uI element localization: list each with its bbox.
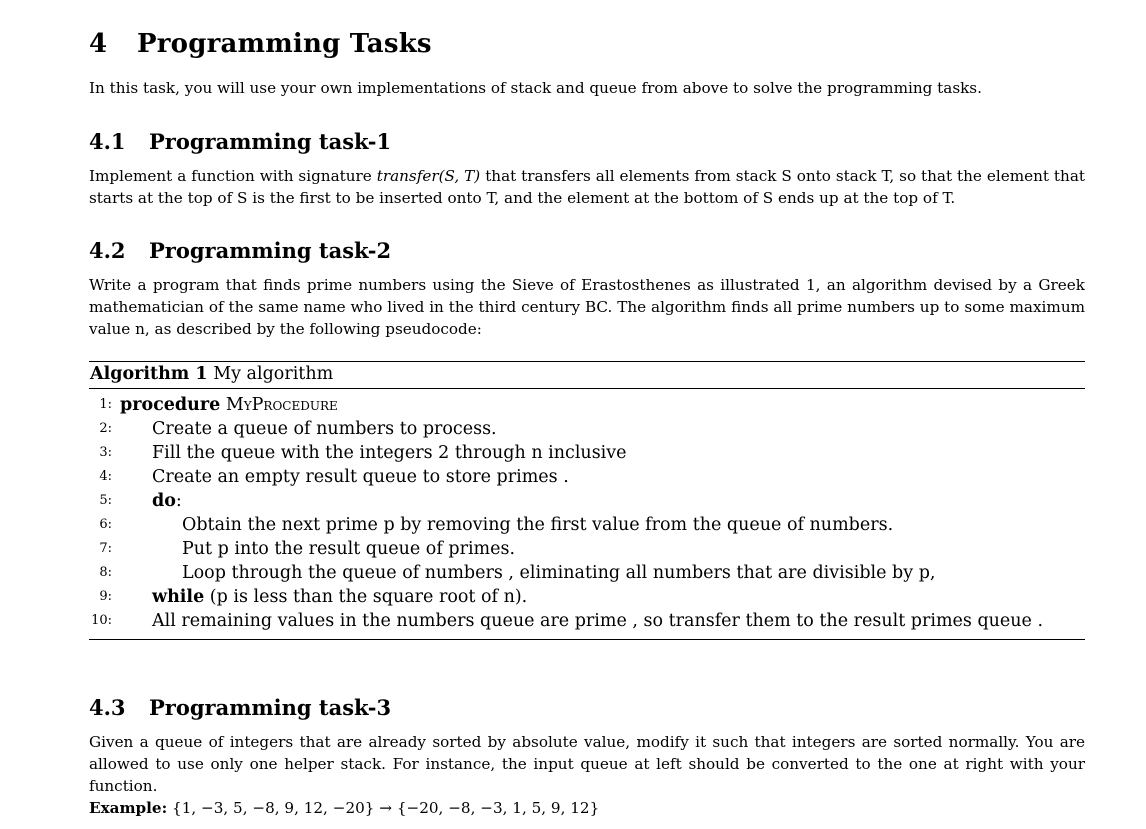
keyword-procedure: procedure [120,395,221,415]
line-code [112,585,527,609]
task3-title: Programming task-3 [149,695,392,720]
task3-number: 4.3 [89,695,126,720]
section-number: 4 [89,29,108,59]
algorithm-caption [89,362,1085,389]
task2-title: Programming task-2 [149,238,392,263]
example-output: {−20, −8, −3, 1, 5, 9, 12} [396,799,600,817]
line-number: 6: [99,517,112,532]
task3-example [89,797,1085,819]
line-number: 3: [99,445,112,460]
algorithm-line [89,537,1085,561]
line-number: 7: [99,541,112,556]
section-title: Programming Tasks [137,29,432,59]
document-content [89,24,1085,819]
task1-paragraph [89,165,1085,209]
algorithm-box [89,361,1085,640]
line-number: 5: [99,493,112,508]
line-code: Fill the queue with the integers 2 through n inclusive [152,443,627,463]
while-condition: (p is less than the square root of n). [204,587,528,607]
line-code: All remaining values in the numbers queue are prime , so transfer them to the result primes queue . [152,611,1044,631]
task1-number: 4.1 [89,129,126,154]
line-code [112,489,182,513]
task1-text-before: Implement a function with signature [89,167,377,185]
section-intro: In this task, you will use your own implementations of stack and queue from above to solve the programming tasks. [89,79,982,97]
task3-heading [89,692,1085,724]
keyword-while: while [152,587,205,607]
line-code: Obtain the next prime p by removing the first value from the queue of numbers. [182,515,894,535]
algorithm-line [89,489,1085,513]
line-number: 1: [99,397,112,412]
line-code: Create a queue of numbers to process. [152,419,497,439]
line-number: 9: [99,589,112,604]
algorithm-line [89,441,1085,465]
line-code: Loop through the queue of numbers , eliminating all numbers that are divisible by p, [182,563,936,583]
algorithm-line [89,465,1085,489]
task2-number: 4.2 [89,238,126,263]
example-arrow: → [379,799,392,817]
algorithm-caption-text: My algorithm [213,364,334,384]
do-colon: : [175,491,182,511]
task1-heading [89,126,1085,158]
algorithm-line [89,417,1085,441]
task1-title: Programming task-1 [149,129,392,154]
task1-signature: transfer(S, T) [376,167,481,185]
line-number: 10: [91,613,112,628]
keyword-do: do [152,491,176,511]
line-number: 2: [99,421,112,436]
line-code: Put p into the result queue of primes. [182,539,516,559]
task1-text-after: that transfers all elements from stack S onto stack T, so that the element that starts at the top of S is the first to be inserted onto T, and the element at the bottom of S ends up at the top of T. [89,167,1085,207]
algorithm-line [89,585,1085,609]
algorithm-line [89,561,1085,585]
task2-heading [89,235,1085,267]
algorithm-line [89,609,1085,633]
task2-paragraph: Write a program that finds prime numbers using the Sieve of Erastosthenes as illustrated 1, an algorithm devised by a Greek mathematician of the same name who lived in the third century BC. The algorithm finds all prime numbers up to some maximum value n, as described by the following pseudocode: [89,276,1085,338]
line-code [112,393,338,417]
algorithm-line [89,513,1085,537]
line-code: Create an empty result queue to store primes . [152,467,569,487]
algorithm-line [89,393,1085,417]
section-heading [89,24,1085,64]
task3-paragraph: Given a queue of integers that are already sorted by absolute value, modify it such that integers are sorted normally. You are allowed to use only one helper stack. For instance, the input queue at left should be converted to the one at right with your function. [89,733,1085,795]
line-number: 4: [99,469,112,484]
example-input: {1, −3, 5, −8, 9, 12, −20} [172,799,375,817]
algorithm-caption-label: Algorithm 1 [90,364,208,384]
procedure-name: MyProcedure [225,395,338,415]
example-label: Example: [89,799,168,817]
line-number: 8: [99,565,112,580]
